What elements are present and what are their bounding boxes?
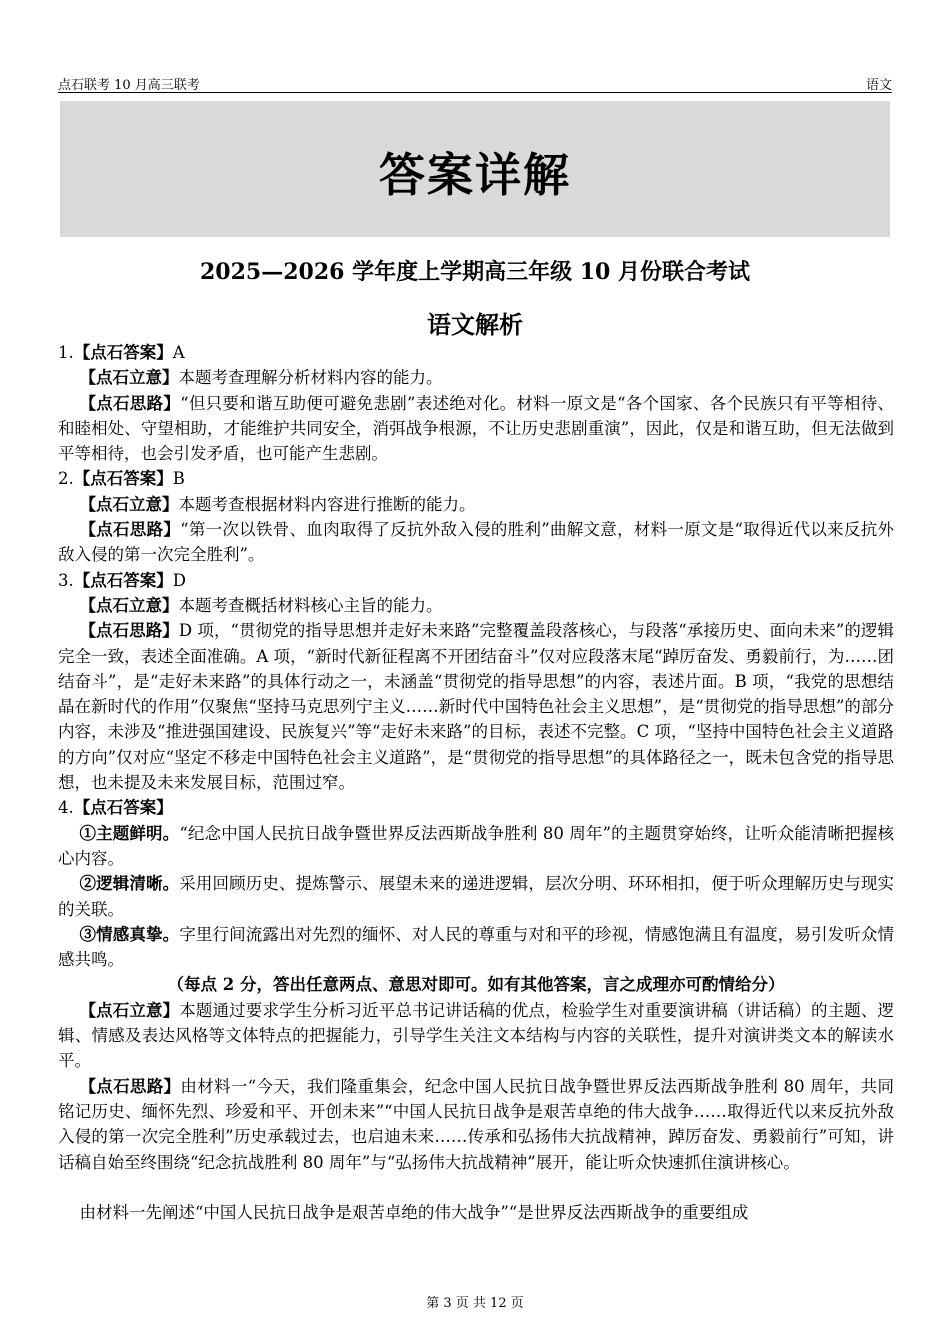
q4-answer xyxy=(58,795,894,820)
section-title: 语文解析 xyxy=(427,310,523,339)
q4-intent xyxy=(58,998,894,1074)
q1-idea-text: “但只要和谐互助便可避免悲剧”表述绝对化。材料一原文是“各个国家、各个民族只有平等相待、和睦相处、守望相助，才能维护共同安全，消弭战争根源，不让历史悲剧重演”，因此，仅是和谐互助，但无法做到平等相待，也会引发矛盾，也可能产生悲剧。 xyxy=(58,393,894,464)
point-head: ①主题鲜明。 xyxy=(79,823,180,843)
q2-idea-text: “第一次以铁骨、血肉取得了反抗外敌入侵的胜利”曲解文意，材料一原文是“取得近代以来反抗外敌入侵的第一次完全胜利”。 xyxy=(58,520,894,565)
answer-label: 【点石答案】 xyxy=(73,469,173,489)
idea-label: 【点石思路】 xyxy=(79,621,179,641)
page-footer: 第 3 页 共 12 页 xyxy=(426,1296,524,1311)
answer-content xyxy=(58,340,894,1225)
idea-label: 【点石思路】 xyxy=(79,1076,181,1096)
header-exam-name: 点石联考 10 月高三联考 xyxy=(58,78,200,93)
point-text: “纪念中国人民抗日战争暨世界反法西斯战争胜利 80 周年”的主题贯穿始终，让听众能清晰把握核心内容。 xyxy=(58,823,895,868)
q3-intent-text: 本题考查概括材料核心主旨的能力。 xyxy=(178,595,443,615)
idea-label: 【点石思路】 xyxy=(79,393,181,413)
q2-answer xyxy=(58,466,894,491)
q4-intent-text: 本题通过要求学生分析习近平总书记讲话稿的优点，检验学生对重要演讲稿（讲话稿）的主题、逻辑、情感及表达风格等文体特点的把握能力，引导学生关注文本结构与内容的关联性，提升对演讲类文本的解读水平。 xyxy=(58,1000,895,1071)
q4-point-3 xyxy=(58,922,894,973)
answer-label: 【点石答案】 xyxy=(73,343,173,362)
q1-idea xyxy=(58,391,894,467)
point-text: 字里行间流露出对先烈的缅怀、对人民的尊重与对和平的珍视，情感饱满且有温度，易引发听众情感共鸣。 xyxy=(58,924,895,970)
q4-point-1 xyxy=(58,821,894,872)
title-banner xyxy=(60,101,890,237)
q1-answer xyxy=(58,340,894,365)
q4-point-2 xyxy=(58,871,894,922)
q2-intent xyxy=(58,492,894,517)
paragraph-gap xyxy=(58,1175,894,1200)
q3-answer-value: D xyxy=(172,570,186,590)
intent-label: 【点石立意】 xyxy=(79,494,179,514)
intent-label: 【点石立意】 xyxy=(79,368,179,388)
q4-scoring-note: （每点 2 分，答出任意两点、意思对即可。如有其他答案，言之成理亦可酌情给分） xyxy=(167,975,785,995)
q2-answer-value: B xyxy=(172,469,185,489)
exam-subtitle: 2025—2026 学年度上学期高三年级 10 月份联合考试 xyxy=(199,259,751,285)
q1-answer-value: A xyxy=(172,343,185,362)
q4-idea-text: 由材料一“今天，我们隆重集会，纪念中国人民抗日战争暨世界反法西斯战争胜利 80 周年，共同铭记历史、缅怀先烈、珍爱和平、开创未来”“中国人民抗日战争是艰苦卓绝的伟大战争……取得近代以来反抗外敌入侵的第一次完全胜利”历史承载过去，也启迪未来……传承和弘扬伟大抗战精神，踔厉奋发、勇毅前行”可知，讲话稿自始至终围绕“纪念抗战胜利 80 周年”与“弘扬伟大抗战精神”展开，能让听众快速抓住演讲核心。 xyxy=(58,1076,895,1172)
q1-intent-text: 本题考查理解分析材料内容的能力。 xyxy=(178,368,443,388)
intent-label: 【点石立意】 xyxy=(79,1000,180,1020)
q3-idea-text: D 项，“贯彻党的指导思想并走好未来路”完整覆盖段落核心，与段落“承接历史、面向未来”的逻辑完全一致，表述全面准确。A 项，“新时代新征程离不开团结奋斗”仅对应段落末尾“踔厉奋发、勇毅前行，为……团结奋斗”，是“走好未来路”的具体行动之一，未涵盖“贯彻党的指导思想”的内容，表述片面。B 项，“我党的思想结晶在新时代的作用”仅聚焦“坚持马克思列宁主义……新时代中国特色社会主义思想”，是“贯彻党的指导思想”的部分内容，未涉及“推进强国建设、民族复兴”等“走好未来路”的目标，表述不完整。C 项，“坚持中国特色社会主义道路的方向”仅对应“坚定不移走中国特色社会主义道路”，是“贯彻党的指导思想”的具体路径之一，既未包含党的指导思想，也未提及未来发展目标，范围过窄。 xyxy=(58,621,895,793)
answer-label: 【点石答案】 xyxy=(73,570,173,590)
point-head: ②逻辑清晰。 xyxy=(79,874,180,894)
q3-idea xyxy=(58,618,894,795)
idea-label: 【点石思路】 xyxy=(79,520,181,540)
intent-label: 【点石立意】 xyxy=(79,595,179,615)
q3-answer xyxy=(58,568,894,593)
header-subject: 语文 xyxy=(865,78,892,93)
q2-idea xyxy=(58,517,894,568)
q3-intent xyxy=(58,593,894,618)
page-header xyxy=(58,74,892,93)
q4-idea xyxy=(58,1074,894,1175)
point-head: ③情感真挚。 xyxy=(79,924,180,944)
q2-number: 2. xyxy=(58,469,74,489)
point-text: 采用回顾历史、提炼警示、展望未来的递进逻辑，层次分明、环环相扣，便于听众理解历史与现实的关联。 xyxy=(58,874,895,919)
q1-intent xyxy=(58,365,894,390)
banner-title: 答案详解 xyxy=(379,148,571,202)
q4-number: 4. xyxy=(58,798,74,818)
q3-number: 3. xyxy=(58,570,74,590)
answer-label: 【点石答案】 xyxy=(73,798,173,818)
q2-intent-text: 本题考查根据材料内容进行推断的能力。 xyxy=(178,494,476,514)
q4-continued-paragraph: 由材料一先阐述“中国人民抗日战争是艰苦卓绝的伟大战争”“是世界反法西斯战争的重要组成 xyxy=(79,1202,749,1222)
q1-number: 1. xyxy=(58,343,74,362)
